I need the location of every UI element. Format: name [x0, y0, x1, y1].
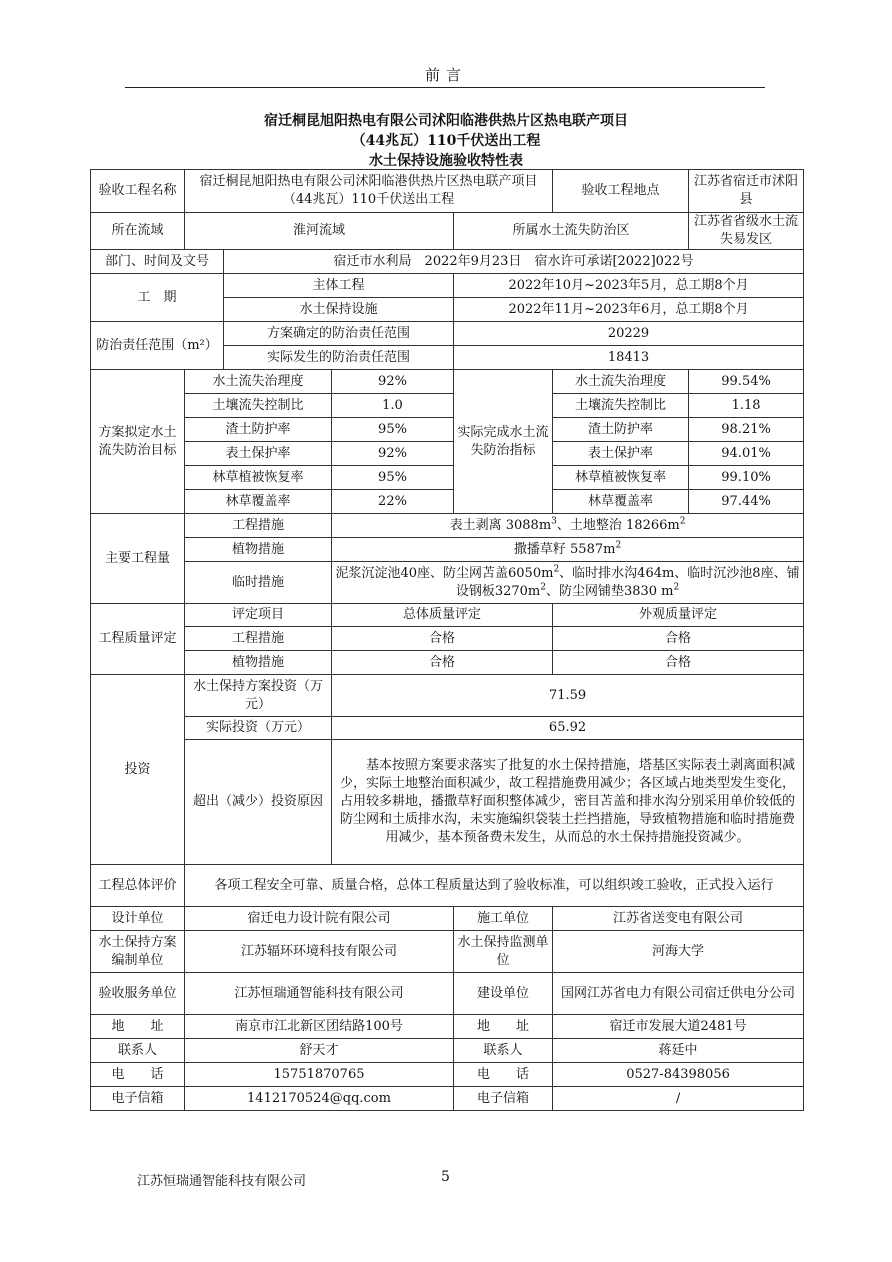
indicator-name: 渣土防护率 [185, 418, 332, 442]
indicator-plan-value: 95% [332, 418, 454, 442]
plan-unit-label: 水土保持方案编制单位 [91, 931, 185, 973]
invest-reason-label: 超出（减少）投资原因 [185, 740, 332, 865]
main-works-value: 2022年10月~2023年5月，总工期8个月 [454, 274, 804, 298]
zone-value: 江苏省省级水土流失易发区 [689, 213, 804, 250]
works-label: 主要工程量 [91, 514, 185, 604]
indicator-actual-value: 94.01% [689, 442, 804, 466]
scope-plan-label: 方案确定的防治责任范围 [224, 322, 454, 346]
quality-eng-appearance: 合格 [553, 627, 804, 651]
quality-label: 工程质量评定 [91, 604, 185, 675]
email-label: 电子信箱 [91, 1087, 185, 1111]
actual-target-label: 实际完成水土流失防治指标 [454, 370, 553, 514]
eng-measure-value: 表土剥离 $3088m^3$、土地整治 $18266m^2$ [332, 514, 804, 538]
indicator-plan-value: 22% [332, 490, 454, 514]
address-left-value: 南京市江北新区团结路100号 [185, 1015, 454, 1039]
approval-label: 部门、时间及文号 [91, 250, 224, 274]
basin-value: 淮河流域 [185, 213, 454, 250]
monitor-unit-value: 河海大学 [553, 931, 804, 973]
phone-label: 电 话 [454, 1063, 553, 1087]
indicator-name: 表土保护率 [553, 442, 689, 466]
swc-value: 2022年11月~2023年6月，总工期8个月 [454, 298, 804, 322]
quality-eng-overall: 合格 [332, 627, 553, 651]
eng-measure-label: 工程措施 [185, 514, 332, 538]
phone-left-value: 15751870765 [185, 1063, 454, 1087]
indicator-actual-value: 98.21% [689, 418, 804, 442]
construct-unit-label: 施工单位 [454, 907, 553, 931]
invest-actual-value: 65.92 [332, 717, 804, 740]
proj-site-value: 江苏省宿迁市沭阳县 [689, 170, 804, 213]
invest-actual-label: 实际投资（万元） [185, 717, 332, 740]
indicator-plan-value: 1.0 [332, 394, 454, 418]
overall-eval-value: 各项工程安全可靠、质量合格，总体工程质量达到了验收标准，可以组织竣工验收，正式投入运行 [185, 865, 804, 907]
phone-label: 电 话 [91, 1063, 185, 1087]
contact-left-value: 舒天才 [185, 1039, 454, 1063]
scope-actual-label: 实际发生的防治责任范围 [224, 346, 454, 370]
quality-item-label: 评定项目 [185, 604, 332, 627]
indicator-actual-value: 99.10% [689, 466, 804, 490]
footer-company: 江苏恒瑞通智能科技有限公司 [137, 1174, 307, 1189]
invest-plan-value: 71.59 [332, 675, 804, 717]
build-unit-label: 建设单位 [454, 973, 553, 1015]
indicator-plan-value: 92% [332, 442, 454, 466]
temp-measure-value: 泥浆沉淀池40座、防尘网苫盖$6050m^2$、临时排水沟464m、临时沉沙池8座、铺设钢板$3270m^2$、防尘网铺垫3830 $m^2$ [332, 562, 804, 604]
proj-name-value: 宿迁桐昆旭阳热电有限公司沭阳临港供热片区热电联产项目（44兆瓦）110千伏送出工程 [185, 170, 553, 213]
approval-value: 宿迁市水利局 2022年9月23日 宿水许可承诺[2022]022号 [224, 250, 804, 274]
quality-overall-label: 总体质量评定 [332, 604, 553, 627]
proj-name-label: 验收工程名称 [91, 170, 185, 213]
address-right-value: 宿迁市发展大道2481号 [553, 1015, 804, 1039]
design-unit-value: 宿迁电力设计院有限公司 [185, 907, 454, 931]
doc-title-line3: 水土保持设施验收特性表 [369, 153, 523, 169]
header-divider [125, 87, 765, 88]
email-right-value: / [553, 1087, 804, 1111]
quality-veg-appearance: 合格 [553, 651, 804, 675]
quality-appearance-label: 外观质量评定 [553, 604, 804, 627]
indicator-actual-value: 1.18 [689, 394, 804, 418]
indicator-plan-value: 92% [332, 370, 454, 394]
contact-right-value: 蒋廷中 [553, 1039, 804, 1063]
email-label: 电子信箱 [454, 1087, 553, 1111]
scope-label: 防治责任范围（m²） [91, 322, 224, 370]
scope-actual-value: 18413 [454, 346, 804, 370]
temp-measure-label: 临时措施 [185, 562, 332, 604]
address-label: 地 址 [454, 1015, 553, 1039]
indicator-name: 土壤流失控制比 [185, 394, 332, 418]
indicator-name: 土壤流失控制比 [553, 394, 689, 418]
plan-target-label: 方案拟定水土流失防治目标 [91, 370, 185, 514]
page-number: 5 [441, 1169, 450, 1185]
main-works-label: 主体工程 [224, 274, 454, 298]
period-label: 工 期 [91, 274, 224, 322]
page-header: 前言 [424, 66, 467, 84]
veg-measure-value: 撒播草籽 $5587m^2$ [332, 538, 804, 562]
indicator-name: 水土流失治理度 [553, 370, 689, 394]
design-unit-label: 设计单位 [91, 907, 185, 931]
indicator-actual-value: 99.54% [689, 370, 804, 394]
indicator-plan-value: 95% [332, 466, 454, 490]
build-unit-value: 国网江苏省电力有限公司宿迁供电分公司 [553, 973, 804, 1015]
acceptance-table [90, 169, 804, 1111]
indicator-name: 水土流失治理度 [185, 370, 332, 394]
indicator-name: 林草覆盖率 [553, 490, 689, 514]
invest-reason-value: 基本按照方案要求落实了批复的水土保持措施，塔基区实际表土剥离面积减少，实际土地整治面积减少，故工程措施费用减少；各区域占地类型发生变化，占用较多耕地，播撒草籽面积整体减少，密目苫盖和排水沟分别采用单价较低的防尘网和土质排水沟，未实施编织袋装土拦挡措施，导致植物措施和临时措施费用减少，基本预备费未发生，从而总的水土保持措施投资减少。 [332, 740, 804, 865]
address-label: 地 址 [91, 1015, 185, 1039]
contact-label: 联系人 [454, 1039, 553, 1063]
service-unit-value: 江苏恒瑞通智能科技有限公司 [185, 973, 454, 1015]
service-unit-label: 验收服务单位 [91, 973, 185, 1015]
indicator-name: 渣土防护率 [553, 418, 689, 442]
doc-title-line1: 宿迁桐昆旭阳热电有限公司沭阳临港供热片区热电联产项目 [264, 113, 628, 129]
quality-veg-label: 植物措施 [185, 651, 332, 675]
scope-plan-value: 20229 [454, 322, 804, 346]
proj-site-label: 验收工程地点 [553, 170, 689, 213]
construct-unit-value: 江苏省送变电有限公司 [553, 907, 804, 931]
invest-plan-label: 水土保持方案投资（万元） [185, 675, 332, 717]
overall-eval-label: 工程总体评价 [91, 865, 185, 907]
indicator-name: 林草植被恢复率 [553, 466, 689, 490]
basin-label: 所在流域 [91, 213, 185, 250]
phone-right-value: 0527-84398056 [553, 1063, 804, 1087]
zone-label: 所属水土流失防治区 [454, 213, 689, 250]
indicator-name: 林草植被恢复率 [185, 466, 332, 490]
indicator-name: 表土保护率 [185, 442, 332, 466]
indicator-actual-value: 97.44% [689, 490, 804, 514]
quality-eng-label: 工程措施 [185, 627, 332, 651]
swc-label: 水土保持设施 [224, 298, 454, 322]
contact-label: 联系人 [91, 1039, 185, 1063]
invest-label: 投资 [91, 675, 185, 865]
monitor-unit-label: 水土保持监测单位 [454, 931, 553, 973]
indicator-name: 林草覆盖率 [185, 490, 332, 514]
doc-title-line2: （44兆瓦）110千伏送出工程 [351, 133, 541, 149]
email-left-value: 1412170524@qq.com [185, 1087, 454, 1111]
quality-veg-overall: 合格 [332, 651, 553, 675]
veg-measure-label: 植物措施 [185, 538, 332, 562]
plan-unit-value: 江苏辐环环境科技有限公司 [185, 931, 454, 973]
